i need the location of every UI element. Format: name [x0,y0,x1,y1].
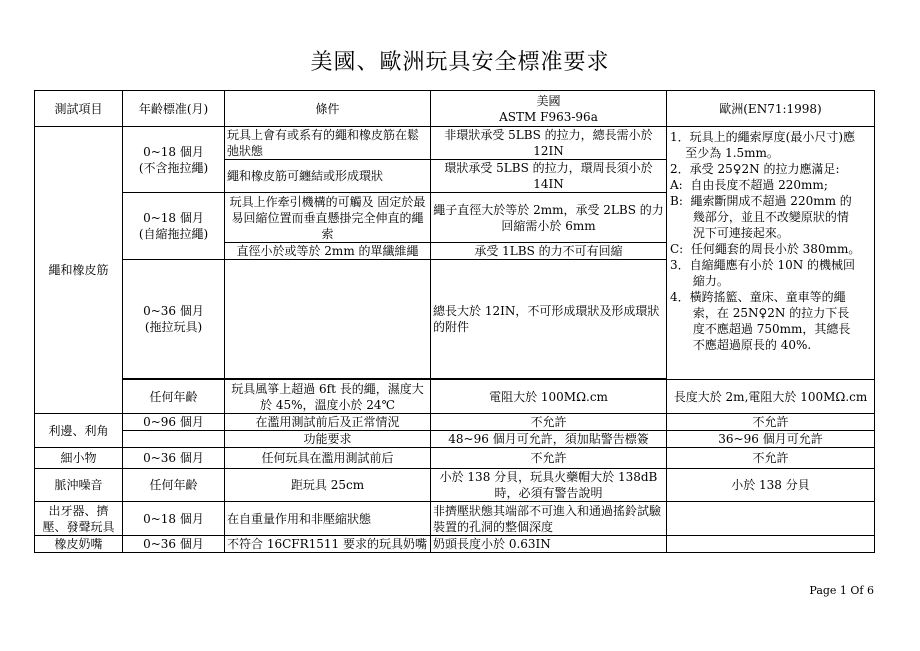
eu-rope-requirements [667,127,875,380]
eu-cell: 不允許 [667,448,875,469]
condition-cell: 玩具風箏上超過 6ft 長的繩，濕度大於 45%，溫度小於 24℃ [225,380,431,414]
eu-line: A: 自由長度不超過 220mm; [670,178,828,192]
us-cell: 繩子直徑大於等於 2mm，承受 2LBS 的力回縮需小於 6mm [431,193,667,243]
table-row [35,380,875,414]
eu-cell: 長度大於 2m,電阻大於 100MΩ.cm [667,380,875,414]
table-row [35,431,875,448]
condition-cell: 在自重量作用和非壓縮狀態 [225,502,431,536]
age-cell: 0~96 個月 [123,414,225,431]
table-row [35,414,875,431]
age-cell: 0~36 個月 [123,536,225,553]
eu-line: 3．自縮繩應有小於 10N 的機械回 [670,258,856,272]
table-row [35,469,875,502]
header-condition: 條件 [225,91,431,127]
category-teether: 出牙器、擠壓、發聲玩具 [35,502,123,536]
table-row [35,502,875,536]
eu-cell: 不允許 [667,414,875,431]
category-rope: 繩和橡皮筋 [35,127,123,414]
eu-line: 1．玩具上的繩索厚度(最小尺寸)應 [670,130,855,144]
header-us-country: 美國 [536,93,561,108]
us-cell: 不允許 [431,448,667,469]
condition-cell: 玩具上作牽引機構的可觸及 固定於最易回縮位置而垂直懸掛完全伸直的繩索 [225,193,431,243]
eu-line: 況下可連接起來。 [670,226,789,240]
us-cell: 非環狀承受 5LBS 的拉力，總長需小於 12IN [431,127,667,160]
header-item: 測試項目 [35,91,123,127]
eu-line: 4．橫跨搖籃、童床、童車等的繩 [670,290,846,304]
age-cell: 0~18 個月 [123,502,225,536]
eu-line: 2．承受 25♀2N 的拉力應滿足: [670,162,840,176]
condition-cell: 距玩具 25cm [225,469,431,502]
us-cell: 奶頭長度小於 0.63IN [431,536,667,553]
eu-line: 索，在 25N♀2N 的拉力下長 [670,306,850,320]
header-row [35,91,875,127]
age-cell: 任何年齡 [123,469,225,502]
age-cell: 0~18 個月 (不含拖拉繩) [123,127,225,193]
eu-cell [667,502,875,536]
us-cell: 小於 138 分貝，玩具火藥帽大於 138dB 時，必須有警告說明 [431,469,667,502]
standards-table [34,90,875,553]
page-number: Page 1 Of 6 [809,584,874,597]
condition-cell: 在濫用測試前后及正常情況 [225,414,431,431]
condition-cell: 玩具上會有或系有的繩和橡皮筋在鬆弛狀態 [225,127,431,160]
table-row [35,536,875,553]
us-cell: 承受 1LBS 的力不可有回縮 [431,243,667,260]
eu-line: 不應超過原長的 40%. [670,338,812,352]
eu-line: B: 繩索斷開成不超過 220mm 的 [670,194,852,208]
us-cell: 48~96 個月可允許，須加貼警告標簽 [431,431,667,448]
eu-line: 幾部分，並且不改變原狀的情 [670,210,849,224]
condition-cell: 功能要求 [225,431,431,448]
us-cell: 電阻大於 100MΩ.cm [431,380,667,414]
category-pacifier: 橡皮奶嘴 [35,536,123,553]
age-cell: 0~36 個月 [123,448,225,469]
header-age: 年齡標准(月) [123,91,225,127]
eu-line: 縮力。 [670,274,729,288]
eu-cell: 36~96 個月可允許 [667,431,875,448]
category-sharp: 利邊、利角 [35,414,123,448]
us-cell: 環狀承受 5LBS 的拉力，環周長須小於 14IN [431,160,667,193]
table-row [35,448,875,469]
eu-cell: 小於 138 分貝 [667,469,875,502]
header-eu: 歐洲(EN71:1998) [667,91,875,127]
page-title: 美國、歐洲玩具安全標准要求 [310,50,610,75]
eu-line: 至少為 1.5mm。 [670,146,779,160]
category-noise: 脈沖噪音 [35,469,123,502]
condition-cell: 任何玩具在濫用測試前后 [225,448,431,469]
age-cell: 0~36 個月 (拖拉玩具) [123,260,225,379]
eu-cell [667,536,875,553]
header-us-standard: ASTM F963-96a [499,109,598,124]
age-cell: 0~18 個月 (自縮拖拉繩) [123,193,225,260]
table-row [35,127,875,160]
category-small: 細小物 [35,448,123,469]
condition-cell: 直徑小於或等於 2mm 的單纖維繩 [225,243,431,260]
condition-cell [225,260,431,379]
us-cell: 非擠壓狀態其端部不可進入和通過搖鈴試驗裝置的孔洞的整個深度 [431,502,667,536]
eu-line: C: 任何繩套的周長小於 380mm。 [670,242,861,256]
us-cell: 總長大於 12IN，不可形成環狀及形成環狀的附件 [431,260,667,379]
header-us [431,91,667,127]
condition-cell: 不符合 16CFR1511 要求的玩具奶嘴 [225,536,431,553]
eu-line: 度不應超過 750mm，其總長 [670,322,851,336]
us-cell: 不允許 [431,414,667,431]
condition-cell: 繩和橡皮筋可纏結或形成環狀 [225,160,431,193]
age-cell: 任何年齡 [123,380,225,414]
